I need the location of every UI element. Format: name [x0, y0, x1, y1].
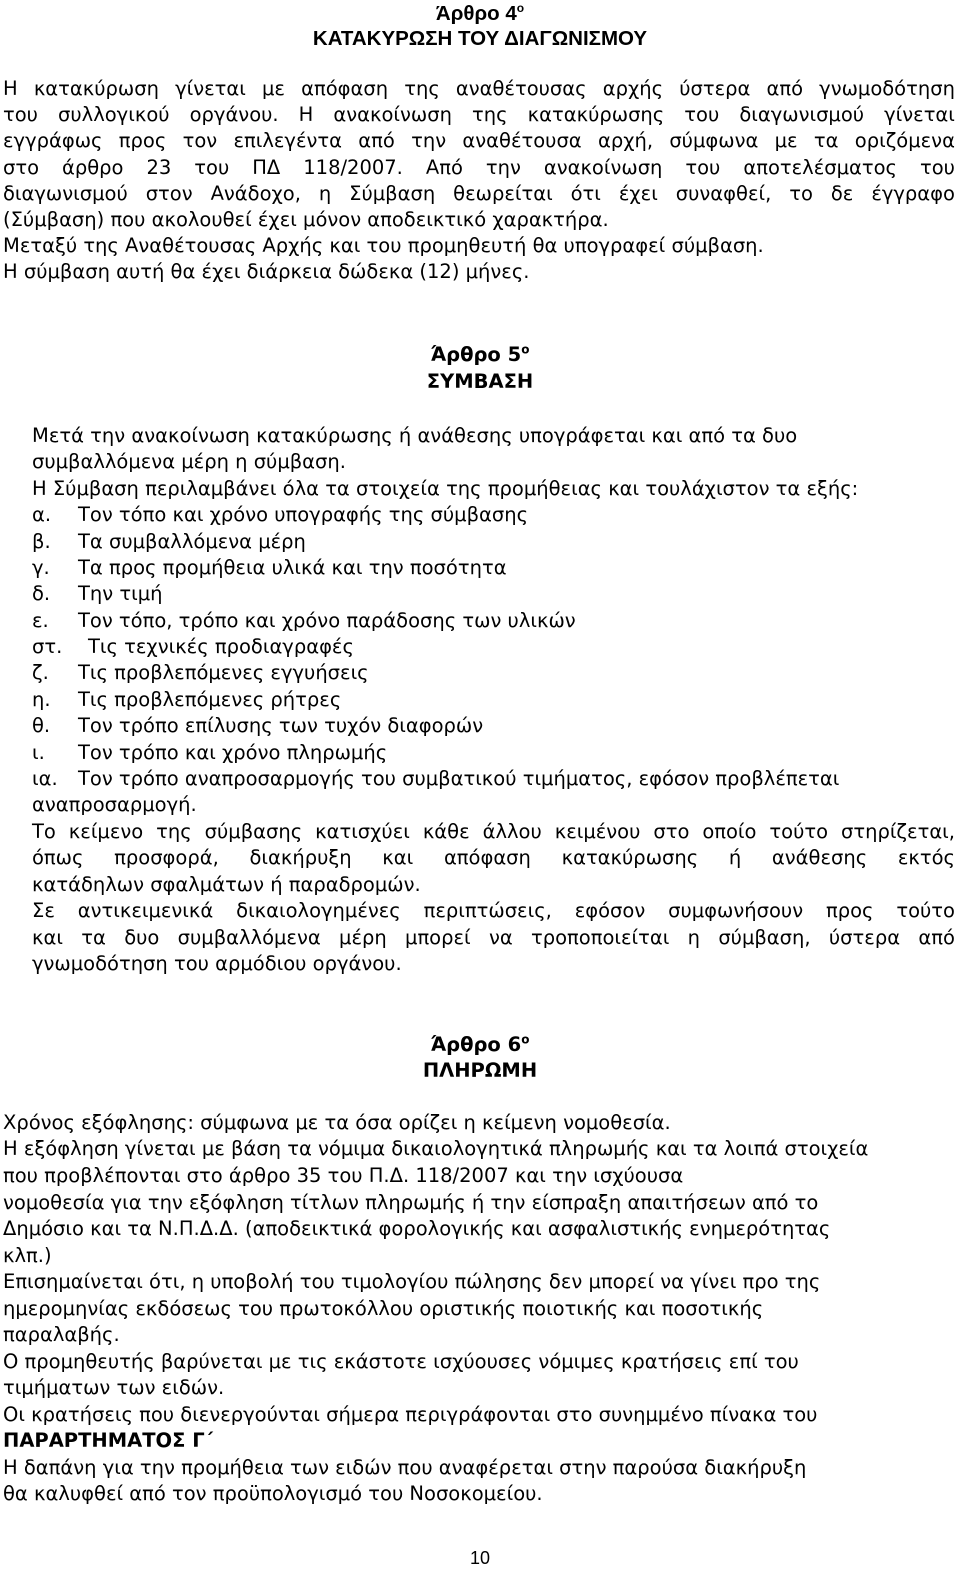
- annex-reference: ΠΑΡΑΡΤΗΜΑΤΟΣ Γ΄: [3, 1429, 214, 1452]
- paragraph-line: Μεταξύ της Αναθέτουσας Αρχής και του προμηθευτή θα υπογραφεί σύμβαση.: [3, 234, 764, 257]
- article-4-heading: ΚΑΤΑΚΥΡΩΣΗ ΤΟΥ ΔΙΑΓΩΝΙΣΜΟΥ: [312, 27, 648, 50]
- paragraph-line: αναπροσαρμογή.: [32, 793, 197, 816]
- paragraph-line: στο άρθρο 23 του ΠΔ 118/2007. Από την ανακοίνωση του αποτελέσματος του: [3, 156, 955, 179]
- list-item: ζ. Τις προβλεπόμενες εγγυήσεις: [32, 661, 369, 684]
- list-item: ια. Τον τρόπο αναπροσαρμογής του συμβατικού τιμήματος, εφόσον προβλέπεται: [32, 767, 840, 790]
- list-item: θ. Τον τρόπο επίλυσης των τυχόν διαφορών: [32, 714, 484, 737]
- list-item: α. Τον τόπο και χρόνο υπογραφής της σύμβασης: [32, 503, 529, 526]
- paragraph-line: παραλαβής.: [3, 1323, 120, 1346]
- paragraph-line: διαγωνισμού στον Ανάδοχο, η Σύμβαση θεωρείται ότι έχει συναφθεί, το δε έγγραφο: [3, 182, 955, 205]
- paragraph-line: που προβλέπονται στο άρθρο 35 του Π.Δ. 118/2007 και την ισχύουσα: [3, 1164, 684, 1187]
- paragraph-line: Μετά την ανακοίνωση κατακύρωσης ή ανάθεσης υπογράφεται και από τα δυο: [32, 424, 798, 447]
- paragraph-line: Ο προμηθευτής βαρύνεται με τις εκάστοτε ισχύουσες νόμιμες κρατήσεις επί του: [3, 1350, 799, 1373]
- list-item: β. Τα συμβαλλόμενα μέρη: [32, 530, 306, 553]
- paragraph-line: Δημόσιο και τα Ν.Π.Δ.Δ. (αποδεικτικά φορολογικής και ασφαλιστικής ενημερότητας: [3, 1217, 831, 1240]
- paragraph-line: Επισημαίνεται ότι, η υποβολή του τιμολογίου πώλησης δεν μπορεί να γίνει προ της: [3, 1270, 821, 1293]
- paragraph-line: (Σύμβαση) που ακολουθεί έχει μόνον αποδεικτικό χαρακτήρα.: [3, 208, 609, 231]
- article-6-title: Άρθρο $6^o$: [430, 1032, 530, 1056]
- list-item: γ. Τα προς προμήθεια υλικά και την ποσότητα: [32, 556, 507, 579]
- paragraph-line: Η Σύμβαση περιλαμβάνει όλα τα στοιχεία της προμήθειας και τουλάχιστον τα εξής:: [32, 477, 859, 500]
- paragraph-line: του συλλογικού οργάνου. Η ανακοίνωση της κατακύρωσης του διαγωνισμού γίνεται: [3, 103, 955, 126]
- paragraph-line: Χρόνος εξόφλησης: σύμφωνα με τα όσα ορίζει η κείμενη νομοθεσία.: [3, 1111, 671, 1134]
- paragraph-line: Το κείμενο της σύμβασης κατισχύει κάθε άλλου κειμένου στο οποίο τούτο στηρίζεται,: [32, 820, 955, 843]
- paragraph-line: Η κατακύρωση γίνεται με απόφαση της αναθέτουσας αρχής ύστερα από γνωμοδότηση: [3, 77, 955, 100]
- paragraph-line: κλπ.): [3, 1244, 52, 1267]
- article-5-title: Άρθρο $5^o$: [430, 342, 530, 366]
- paragraph-line: νομοθεσία για την εξόφληση τίτλων πληρωμής ή την είσπραξη απαιτήσεων από το: [3, 1191, 819, 1214]
- article-4-title: Άρθρο $4^o$: [435, 1, 525, 25]
- article-5-heading: ΣΥΜΒΑΣΗ: [426, 370, 534, 393]
- paragraph-line: εγγράφως προς τον επιλεγέντα από την αναθέτουσα αρχή, σύμφωνα με τα οριζόμενα: [3, 129, 955, 152]
- paragraph-line: ημερομηνίας εκδόσεως του πρωτοκόλλου οριστικής ποιοτικής και ποσοτικής: [3, 1297, 764, 1320]
- list-item: δ. Την τιμή: [32, 582, 163, 605]
- list-item: στ. Τις τεχνικές προδιαγραφές: [32, 635, 354, 658]
- paragraph-line: τιμήματων των ειδών.: [3, 1376, 225, 1399]
- paragraph-line: Οι κρατήσεις που διενεργούνται σήμερα περιγράφονται στο συνημμένο πίνακα του: [3, 1403, 818, 1426]
- paragraph-line: θα καλυφθεί από τον προϋπολογισμό του Νοσοκομείου.: [3, 1482, 543, 1505]
- paragraph-line: Η δαπάνη για την προμήθεια των ειδών που αναφέρεται στην παρούσα διακήρυξη: [3, 1456, 807, 1479]
- paragraph-line: και τα δυο συμβαλλόμενα μέρη μπορεί να τροποποιείται η σύμβαση, ύστερα από: [32, 926, 955, 949]
- paragraph-line: γνωμοδότηση του αρμόδιου οργάνου.: [32, 952, 402, 975]
- paragraph-line: Σε αντικειμενικά δικαιολογημένες περιπτώσεις, εφόσον συμφωνήσουν προς τούτο: [32, 899, 955, 922]
- list-item: η. Τις προβλεπόμενες ρήτρες: [32, 688, 342, 711]
- page-number: 10: [469, 1548, 491, 1568]
- paragraph-line: όπως προσφορά, διακήρυξη και απόφαση κατακύρωσης ή ανάθεσης εκτός: [32, 846, 955, 869]
- paragraph-line: κατάδηλων σφαλμάτων ή παραδρομών.: [32, 873, 421, 896]
- list-item: ε. Τον τόπο, τρόπο και χρόνο παράδοσης των υλικών: [32, 609, 576, 632]
- list-item: ι. Τον τρόπο και χρόνο πληρωμής: [32, 741, 388, 764]
- article-6-heading: ΠΛΗΡΩΜΗ: [422, 1059, 538, 1082]
- paragraph-line: Η εξόφληση γίνεται με βάση τα νόμιμα δικαιολογητικά πληρωμής και τα λοιπά στοιχεία: [3, 1137, 869, 1160]
- paragraph-line: Η σύμβαση αυτή θα έχει διάρκεια δώδεκα (12) μήνες.: [3, 260, 530, 283]
- paragraph-line: συμβαλλόμενα μέρη η σύμβαση.: [32, 450, 346, 473]
